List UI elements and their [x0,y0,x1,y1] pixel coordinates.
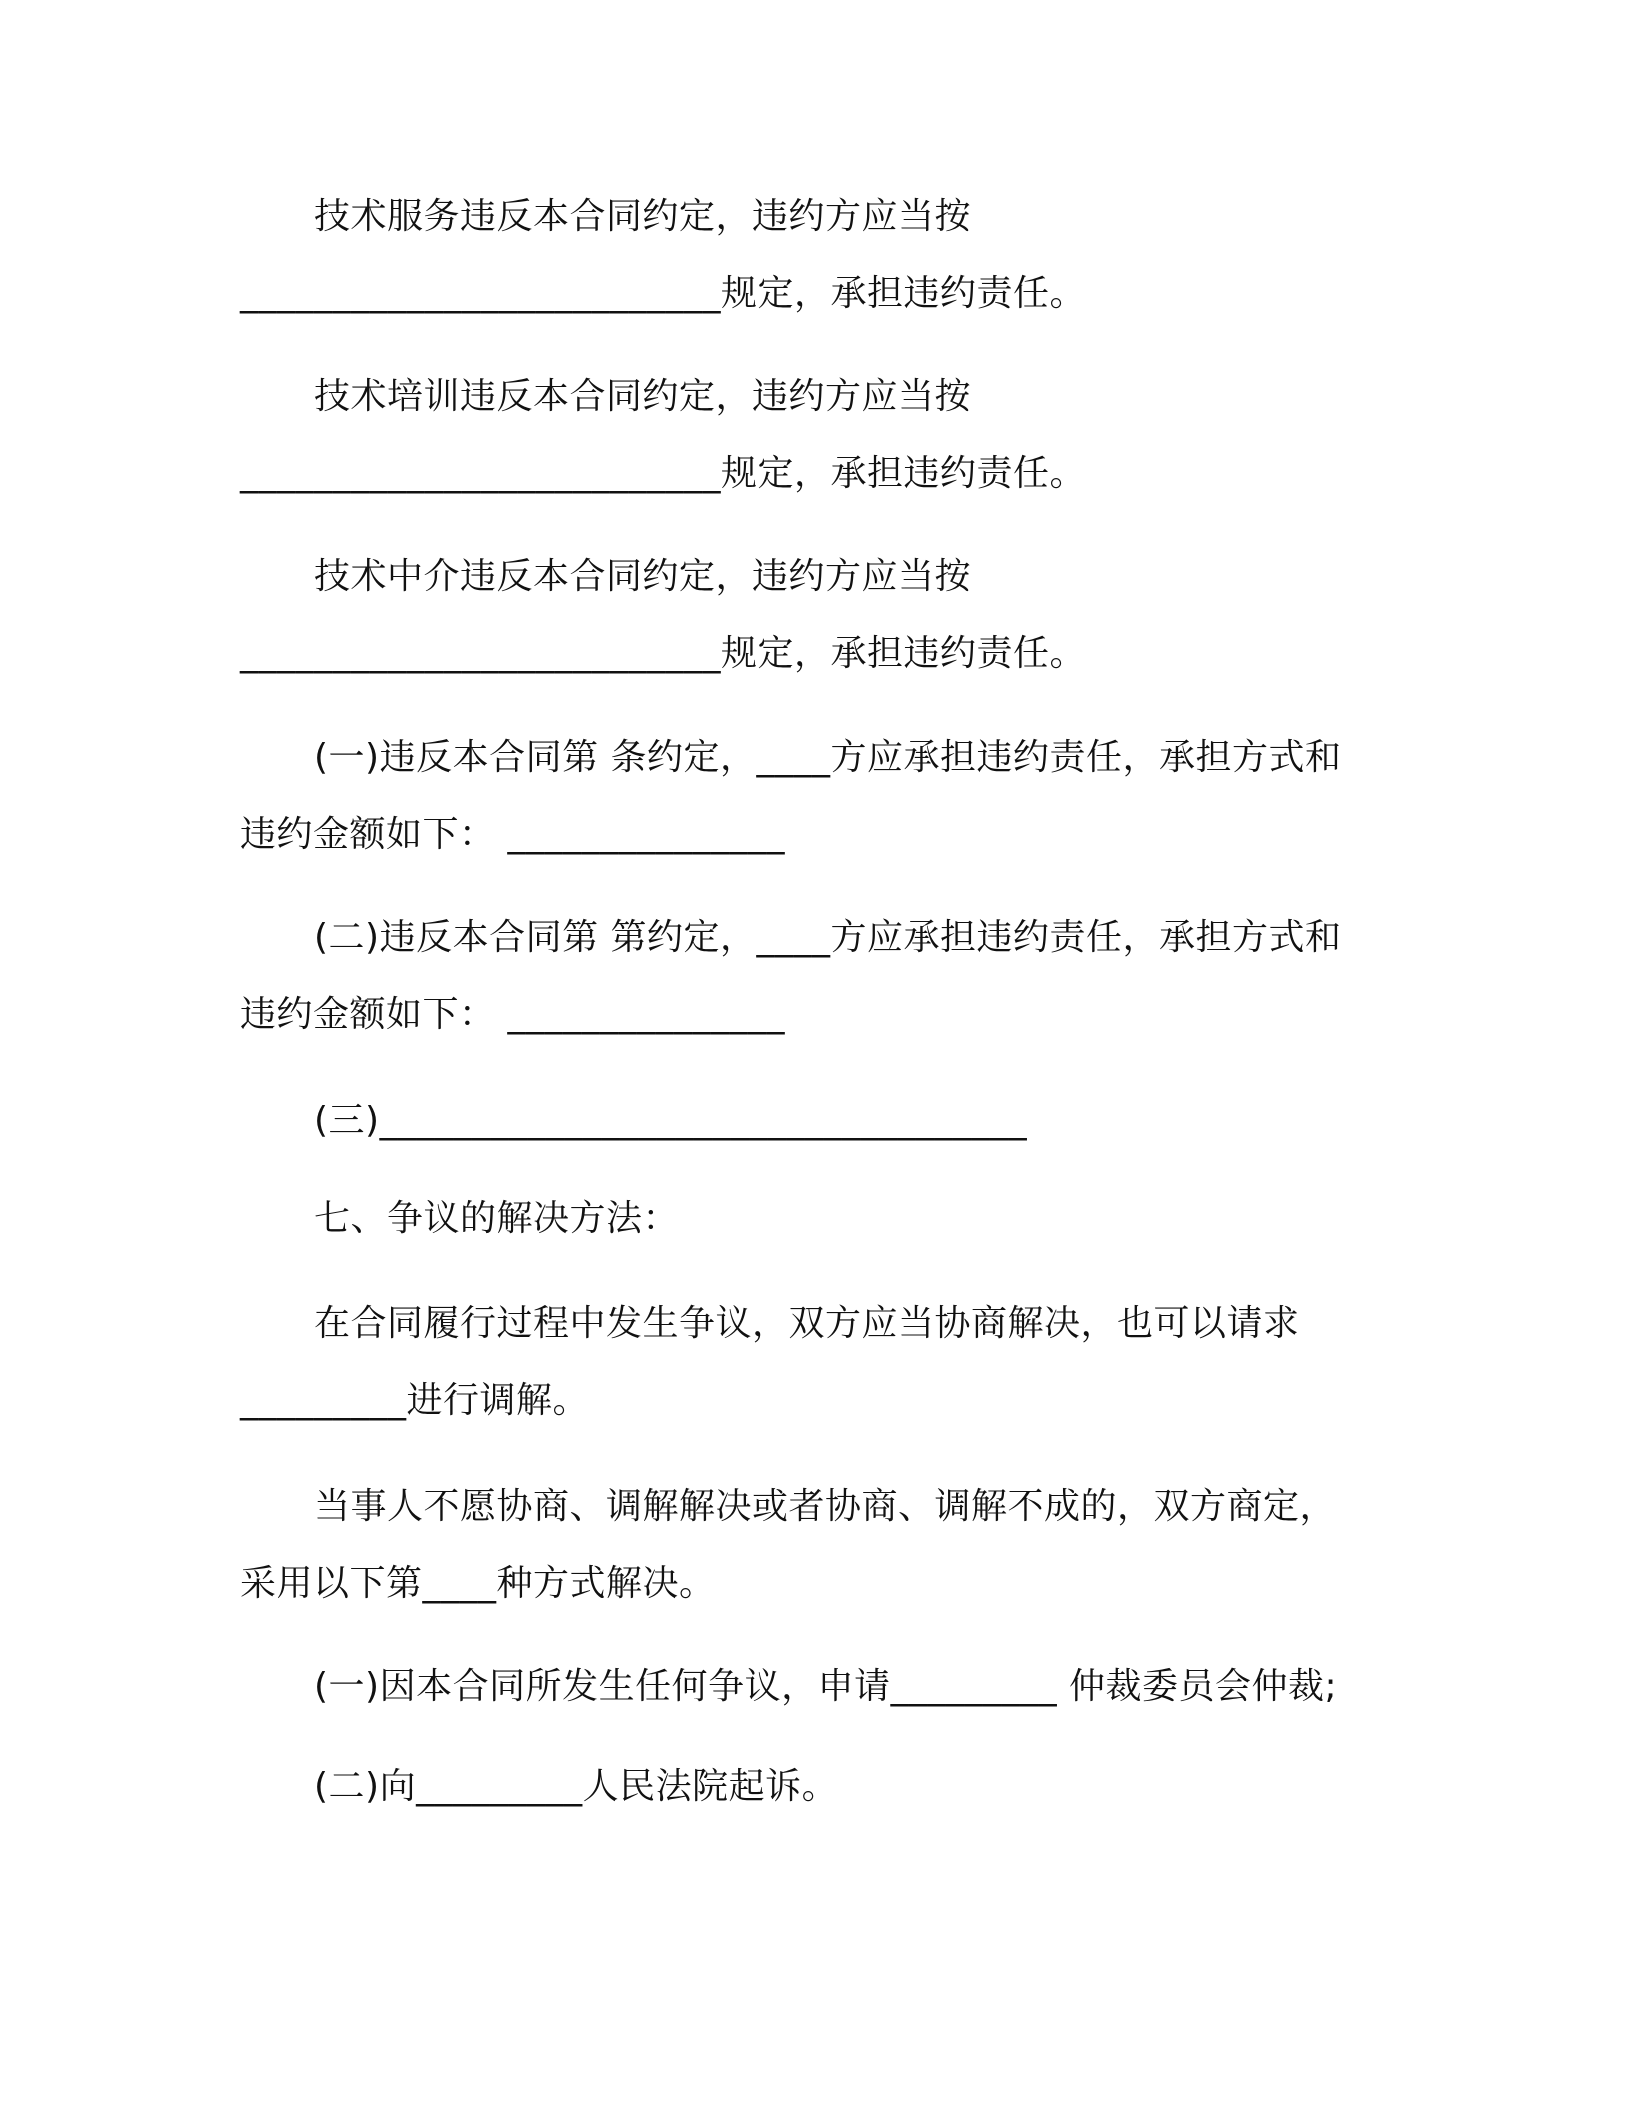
breach-item-one: (一)违反本合同第 条约定，____方应承担违约责任，承担方式和 [314,737,1342,778]
tech-intermediary-breach-clause: 技术中介违反本合同约定，违约方应当按 [314,556,972,597]
breach-item-three: (三)___________________________________ [314,1100,1028,1141]
breach-item-two: (二)违反本合同第 第约定，____方应承担违约责任，承担方式和 [314,917,1342,958]
section-seven-heading: 七、争议的解决方法： [314,1198,680,1239]
breach-item-one-amount: 违约金额如下： _______________ [240,814,785,855]
dispute-method-choice: 采用以下第____种方式解决。 [240,1563,716,1604]
dispute-negotiation-clause: 在合同履行过程中发生争议，双方应当协商解决，也可以请求 [314,1303,1300,1344]
tech-intermediary-liability-line: __________________________规定，承担违约责任。 [240,633,1087,674]
litigation-option: (二)向_________人民法院起诉。 [314,1766,839,1807]
tech-training-breach-clause: 技术培训违反本合同约定，违约方应当按 [314,376,972,417]
arbitration-option: (一)因本合同所发生任何争议，申请_________ 仲裁委员会仲裁; [314,1666,1338,1707]
breach-item-two-amount: 违约金额如下： _______________ [240,994,785,1035]
tech-service-liability-line: __________________________规定，承担违约责任。 [240,273,1087,314]
tech-training-liability-line: __________________________规定，承担违约责任。 [240,453,1087,494]
tech-service-breach-clause: 技术服务违反本合同约定，违约方应当按 [314,196,972,237]
dispute-agreement-clause: 当事人不愿协商、调解解决或者协商、调解不成的，双方商定， [314,1486,1337,1527]
dispute-mediation-line: _________进行调解。 [240,1380,590,1421]
